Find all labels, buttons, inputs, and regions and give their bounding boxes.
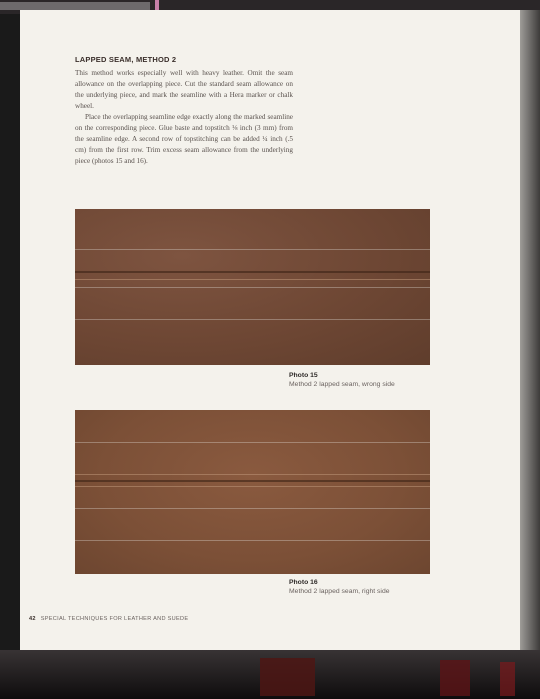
body-paragraph-1: This method works especially well with heavy leather. Omit the seam allowance on the overlapping piece. Cut the standard seam allowance on the underlying piece, and mark the seamline with a Hera marker or chalk wheel. [75,69,293,110]
body-paragraph-2: Place the overlapping seamline edge exactly along the marked seamline on the corresponding piece. Glue baste and topstitch ⅛ inch (3 mm) from the seamline edge. A second row of topstitching can be added ¼ inch (.5 cm) from the first row. Trim excess seam allowance from the underlying piece (photos 15 and 16). [75,113,293,165]
scan-artifact-line [75,540,430,541]
scan-artifact-line [75,287,430,288]
page-gutter-shadow [520,10,540,650]
lapped-seam-fold [75,271,430,273]
page-number: 42 [29,616,36,622]
section-body [75,68,293,167]
lapped-seam-fold [75,480,430,482]
photo-15-leather-wrong-side [75,209,430,365]
topstitch-row [75,279,430,280]
topstitch-row [75,486,430,487]
scan-artifact-line [75,249,430,250]
running-footer-title: SPECIAL TECHNIQUES FOR LEATHER AND SUEDE [40,616,189,622]
scan-artifact-line [75,442,430,443]
topstitch-row [75,474,430,475]
scan-artifact-line [75,319,430,320]
photo-16-description: Method 2 lapped seam, right side [289,588,390,595]
scanner-bottom-border [0,650,540,699]
photo-15-title: Photo 15 [289,372,318,379]
scanner-tape [0,2,150,10]
photo-16-leather-right-side [75,410,430,574]
scanner-background-patch [260,658,315,696]
scanner-background-patch [500,662,515,696]
section-heading: LAPPED SEAM, METHOD 2 [75,55,177,64]
photo-15-description: Method 2 lapped seam, wrong side [289,381,395,388]
scan-artifact-line [75,508,430,509]
page-footer [29,616,188,622]
photo-16-title: Photo 16 [289,579,318,586]
scanner-background-patch [440,660,470,696]
photo-16-caption [289,578,390,596]
photo-15-caption [289,371,395,389]
